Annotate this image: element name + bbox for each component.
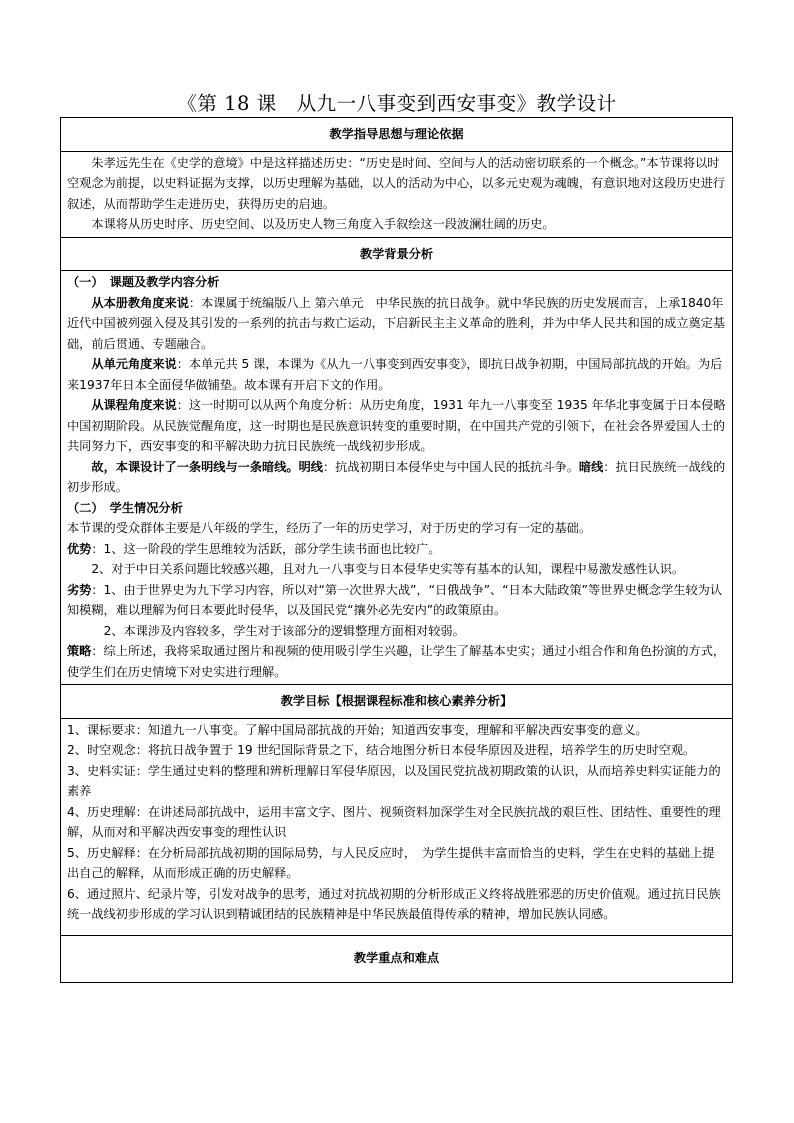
label-textbook-angle: 从本册教角度来说 xyxy=(91,295,189,310)
lesson-plan-table xyxy=(60,117,733,983)
section-guiding-heading: 教学指导思想与理论依据 xyxy=(61,118,733,152)
goal-item-1: 1、课标要求：知道九一八事变。了解中国局部抗战的开始；知道西安事变，理解和平解决西安事变的意义。 xyxy=(67,722,648,737)
section-keypoints-heading-row xyxy=(61,935,733,983)
section-guiding-body xyxy=(61,151,733,237)
document-title: 《第 18 课 从九一八事变到西安事变》教学设计 xyxy=(177,92,617,115)
paragraph-textbook-angle xyxy=(67,293,726,355)
label-unit-angle: 从单元角度来说 xyxy=(91,357,177,371)
section-goals-heading-row xyxy=(61,685,733,719)
section-background-body xyxy=(61,271,733,685)
text-course-angle: ：这一时期可以从两个角度分析：从历史角度，1931 年九一八事变至 1935 年华北事变属于日本侵略中国初期阶段。从民族觉醒角度，这一时期也是民族意识转变的重要时期，在中国共产党的引领下，在社会各界爱国人士的共同努力下，西安事变的和平解决助力抗日民族统一战线初步形成。 xyxy=(67,398,726,453)
text-unit-angle: ：本单元共 5 课，本课为《从九一八事变到西安事变》，即抗日战争初期，中国局部抗战的开始。为后来1937年日本全面侵华做铺垫。故本课有开启下文的作用。 xyxy=(67,357,723,392)
label-advantage: 优势 xyxy=(67,541,92,556)
goal-item-3: 3、史料实证：学生通过史料的整理和辨析理解日军侵华原因，以及国民党抗战初期政策的认识，从而培养史料实证能力的素养 xyxy=(67,763,721,798)
section-goals-body-row xyxy=(61,718,733,935)
section-guiding-heading-row xyxy=(61,118,733,152)
paragraph-course-angle xyxy=(67,395,726,457)
subheading-content-analysis: （一） 课题及教学内容分析 xyxy=(67,275,220,289)
text-textbook-angle: ：本课属于统编版八上 第六单元 中华民族的抗日战争。就中华民族的历史发展而言，上承1840年近代中国被列强入侵及其引发的一系列的抗击与救亡运动，下启新民主主义革命的胜利，并为中华人民共和国的成立奠定基础，前后贯通、专题融合。 xyxy=(67,295,726,351)
text-strategy: ：综上所述，我将采取通过图片和视频的使用吸引学生兴趣，让学生了解基本史实；通过小组合作和角色扮演的方式，使学生们在历史情境下对史实进行理解。 xyxy=(67,644,726,679)
section-guiding-body-row xyxy=(61,151,733,237)
goal-item-4: 4、历史理解：在讲述局部抗战中，运用丰富文字、图片、视频资料加深学生对全民族抗战的艰巨性、团结性、重要性的理解，从而对和平解决西安事变的理性认识 xyxy=(67,804,721,839)
section-goals-body xyxy=(61,718,733,935)
paragraph-unit-angle xyxy=(67,354,726,395)
paragraph-student-base: 本节课的受众群体主要是八年级的学生，经历了一年的历史学习，对于历史的学习有一定的基础。 xyxy=(67,521,592,535)
goal-item-6: 6、通过照片、纪录片等，引发对战争的思考，通过对抗战初期的分析形成正义终将战胜邪恶的历史价值观。通过抗日民族统一战线初步形成的学习认识到精诚团结的民族精神是中华民族最值得传承的精神，增加民族认同感。 xyxy=(67,886,721,921)
paragraph-disadvantage-1 xyxy=(67,580,726,621)
goal-item-2: 2、时空观念：将抗日战争置于 19 世纪国际背景之下，结合地图分析日本侵华原因及进程，培养学生的历史时空观。 xyxy=(67,743,696,757)
text-advantage-1: ：1、这一阶段的学生思维较为活跃，部分学生读书面也比较广。 xyxy=(91,541,441,556)
section-keypoints-heading: 教学重点和难点 xyxy=(61,935,733,983)
section-background-body-row xyxy=(61,271,733,685)
guiding-paragraph-1: 朱孝远先生在《史学的意境》中是这样描述历史：“历史是时间、空间与人的活动密切联系的一个概念。”本节课将以时空观念为前提，以史料证据为支撑，以历史理解为基础，以人的活动为中心，以多元史观为魂魄，有意识地对这段历史进行叙述，从而帮助学生走进历史，获得历史的启迪。 xyxy=(67,155,726,211)
label-design-lines: 故，本课设计了一条明线与一条暗线。 xyxy=(91,459,299,474)
paragraph-strategy xyxy=(67,641,726,682)
section-goals-heading: 教学目标【根据课程标准和核心素养分析】 xyxy=(61,685,733,719)
subheading-student-analysis: （二） 学生情况分析 xyxy=(67,500,183,515)
text-bright-line: ：抗战初期日本侵华史与中国人民的抵抗斗争。 xyxy=(322,459,579,474)
label-course-angle: 从课程角度来说 xyxy=(91,398,177,412)
section-background-heading-row xyxy=(61,237,733,271)
paragraph-disadvantage-2: 2、本课涉及内容较多，学生对于该部分的逻辑整理方面相对较弱。 xyxy=(103,623,465,638)
text-hidden-line: ：抗日民族统一战线的初步形成。 xyxy=(67,459,726,494)
paragraph-advantage-1 xyxy=(67,539,726,560)
goal-item-5: 5、历史解释：在分析局部抗战初期的国际局势，与人民反应时， 为学生提供丰富而恰当的史料，学生在史料的基础上提出自己的解释，从而形成正确的历史解释。 xyxy=(67,845,715,880)
paragraph-advantage-2: 2、对于中日关系问题比较感兴趣，且对九一八事变与日本侵华史实等有基本的认知，课程中易激发感性认识。 xyxy=(91,562,685,576)
text-disadvantage-1: ：1、由于世界史为九下学习内容，所以对“第一次世界大战”，“日俄战争”、“日本大陆政策”等世界史概念学生较为认知模糊，难以理解为何日本要此时侵华，以及国民党“攘外必先安内”的政策原由。 xyxy=(67,582,723,617)
paragraph-design-lines xyxy=(67,457,726,498)
label-disadvantage: 劣势 xyxy=(67,582,92,597)
label-bright-line: 明线 xyxy=(298,459,323,474)
label-hidden-line: 暗线 xyxy=(578,459,604,474)
section-background-heading: 教学背景分析 xyxy=(61,237,733,271)
guiding-paragraph-2: 本课将从历史时序、历史空间、以及历史人物三角度入手叙绘这一段波澜壮阔的历史。 xyxy=(91,217,555,231)
label-strategy: 策略 xyxy=(67,644,92,658)
